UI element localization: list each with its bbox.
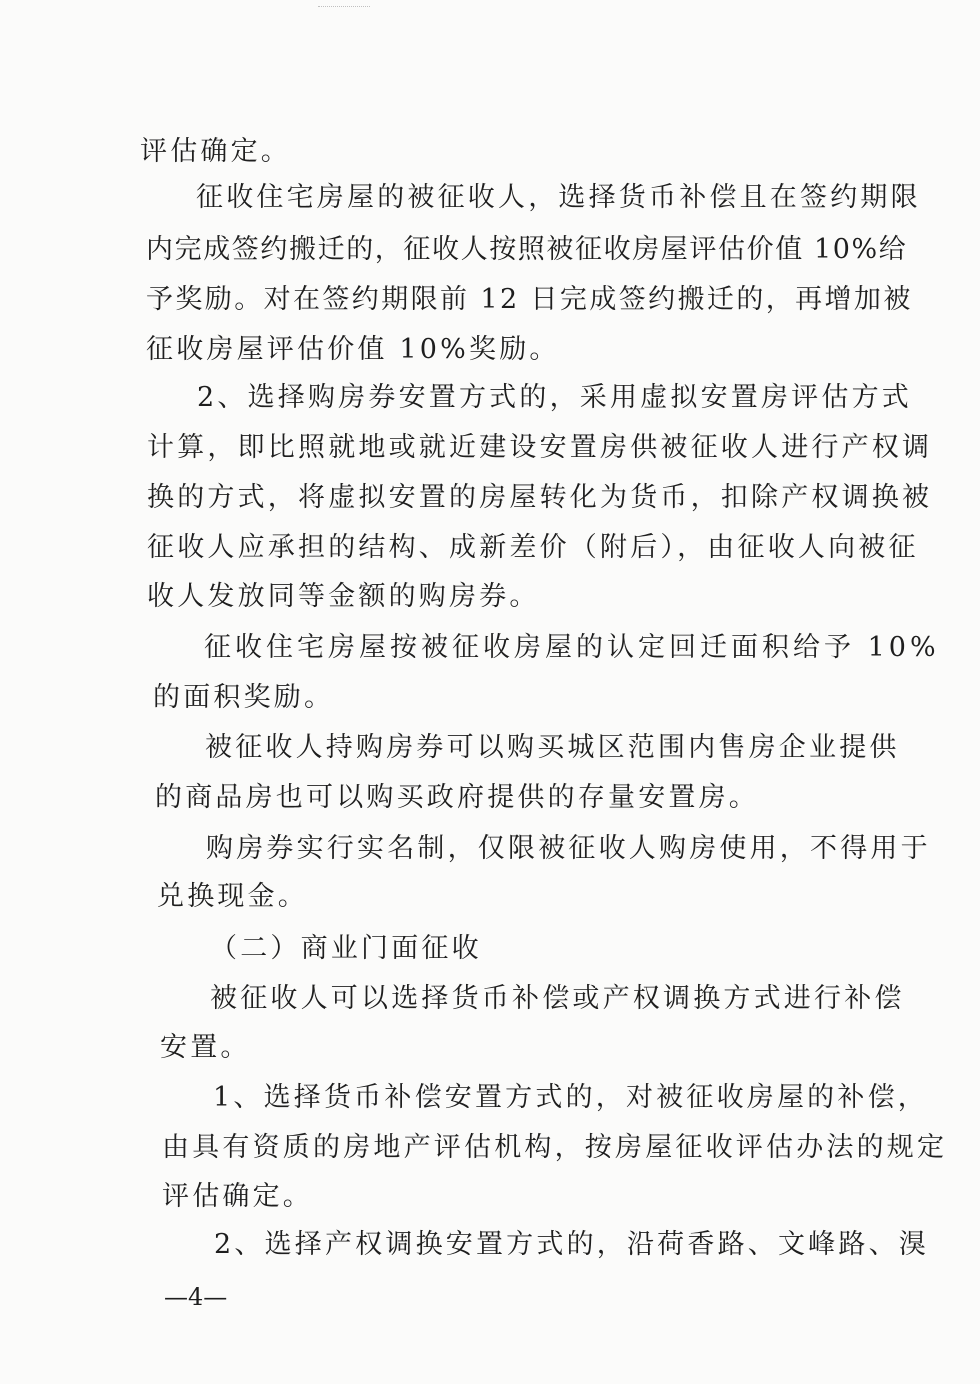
section-heading: （二）商业门面征收 — [210, 933, 482, 964]
text-line: 由具有资质的房地产评估机构，按房屋征收评估办法的规定 — [162, 1132, 948, 1163]
text-line: 评估确定。 — [162, 1181, 313, 1212]
text-line: 内完成签约搬迁的，征收人按照被征收房屋评估价值 10%给 — [146, 234, 908, 265]
text-line: 征收住宅房屋按被征收房屋的认定回迁面积给予 10% — [204, 632, 940, 663]
text-line: 予奖励。对在签约期限前 12 日完成签约搬迁的，再增加被 — [146, 284, 913, 315]
text-line: 的面积奖励。 — [153, 682, 335, 713]
text-line: 2、选择购房券安置方式的，采用虚拟安置房评估方式 — [197, 382, 912, 413]
text-line: 被征收人持购房券可以购买城区范围内售房企业提供 — [205, 732, 900, 763]
text-line: 1、选择货币补偿安置方式的，对被征收房屋的补偿， — [213, 1082, 928, 1113]
text-line: 兑换现金。 — [157, 881, 308, 912]
text-line: 的商品房也可以购买政府提供的存量安置房。 — [155, 782, 759, 813]
text-line: 收人发放同等金额的购房券。 — [147, 581, 540, 612]
text-line: 购房券实行实名制，仅限被征收人购房使用，不得用于 — [206, 833, 931, 864]
text-line: 评估确定。 — [140, 136, 291, 167]
text-line: 征收住宅房屋的被征收人，选择货币补偿且在签约期限 — [196, 182, 921, 213]
text-line: 征收人应承担的结构、成新差价（附后），由征收人向被征 — [147, 532, 919, 563]
scan-artifact — [318, 6, 370, 13]
text-line: 2、选择产权调换安置方式的，沿荷香路、文峰路、湨 — [214, 1229, 929, 1260]
text-line: 计算，即比照就地或就近建设安置房供被征收人进行产权调 — [147, 432, 933, 463]
page-number: —4— — [164, 1283, 228, 1311]
text-line: 征收房屋评估价值 10%奖励。 — [146, 334, 560, 365]
text-line: 被征收人可以选择货币补偿或产权调换方式进行补偿 — [210, 983, 905, 1014]
text-line: 安置。 — [160, 1032, 251, 1063]
text-line: 换的方式，将虚拟安置的房屋转化为货币，扣除产权调换被 — [147, 482, 933, 513]
